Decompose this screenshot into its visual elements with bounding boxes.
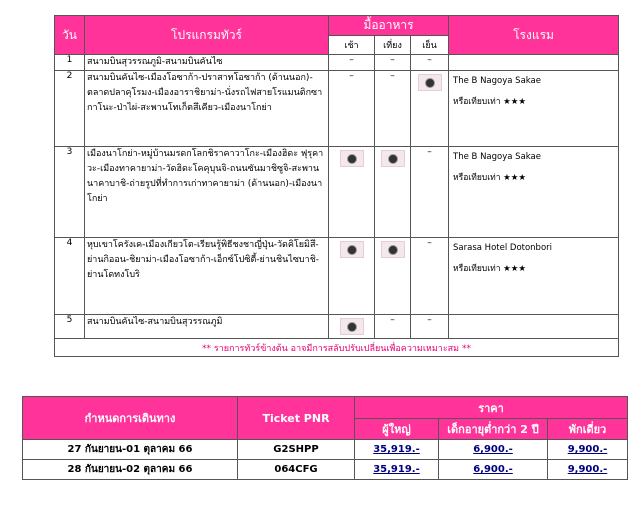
hotel-name: The B Nagoya Sakae xyxy=(453,76,541,86)
meal-dinner xyxy=(411,71,449,147)
meal-breakfast xyxy=(329,147,375,238)
travel-period: 28 กันยายน-02 ตุลาคม 66 xyxy=(23,460,238,480)
meal-plate-icon xyxy=(418,74,442,91)
day-number: 5 xyxy=(55,315,85,339)
day-number: 3 xyxy=(55,147,85,238)
meal-plate-icon xyxy=(340,150,364,167)
hotel-cell xyxy=(449,71,619,147)
meal-breakfast xyxy=(329,238,375,315)
header-price: ราคา xyxy=(355,397,628,419)
itinerary-row xyxy=(55,55,619,71)
hotel-name: Sarasa Hotel Dotonbori xyxy=(453,243,553,253)
header-meals: มื้ออาหาร xyxy=(329,16,449,36)
program-text: สนามบินคันไซ-เมืองโอซาก้า-ปราสาทโอซาก้า (ด้านนอก)-ตลาดปลาคุโรมง-เมืองอาราชิยาม่า-นั่งรถไฟสายโรแมนติกซากาโนะ-ป่าไผ่-สะพานโทเก็ตสึเคียว-เมืองนาโกย่า xyxy=(85,71,329,147)
meal-breakfast: – xyxy=(329,71,375,147)
header-hotel: โรงแรม xyxy=(449,16,619,55)
meal-lunch: – xyxy=(375,55,411,71)
header-child: เด็กอายุต่ำกว่า 2 ปี xyxy=(439,419,548,440)
travel-period: 27 กันยายน-01 ตุลาคม 66 xyxy=(23,440,238,460)
single-price: 9,900.- xyxy=(567,464,608,475)
meal-dinner: – xyxy=(411,55,449,71)
header-dinner: เย็น xyxy=(411,36,449,55)
header-breakfast: เช้า xyxy=(329,36,375,55)
meal-plate-icon xyxy=(340,318,364,335)
hotel-name: The B Nagoya Sakae xyxy=(453,152,541,162)
hotel-cell xyxy=(449,238,619,315)
meal-lunch: – xyxy=(375,315,411,339)
adult-price: 35,919.- xyxy=(373,464,420,475)
itinerary-row xyxy=(55,315,619,339)
header-day: วัน xyxy=(55,16,85,55)
meal-breakfast xyxy=(329,315,375,339)
header-single: พักเดี่ยว xyxy=(548,419,628,440)
ticket-pnr: 064CFG xyxy=(238,460,355,480)
header-lunch: เที่ยง xyxy=(375,36,411,55)
single-price: 9,900.- xyxy=(567,444,608,455)
price-row xyxy=(23,460,628,480)
hotel-class: หรือเทียบเท่า ★★★ xyxy=(453,97,527,107)
meal-plate-icon xyxy=(340,241,364,258)
meal-dinner: – xyxy=(411,147,449,238)
header-program: โปรแกรมทัวร์ xyxy=(85,16,329,55)
header-pnr: Ticket PNR xyxy=(238,397,355,440)
hotel-class: หรือเทียบเท่า ★★★ xyxy=(453,264,527,274)
meal-plate-icon xyxy=(381,150,405,167)
meal-dinner: – xyxy=(411,315,449,339)
meal-breakfast: – xyxy=(329,55,375,71)
meal-plate-icon xyxy=(381,241,405,258)
meal-dinner: – xyxy=(411,238,449,315)
itinerary-table xyxy=(54,15,619,357)
day-number: 2 xyxy=(55,71,85,147)
child-price: 6,900.- xyxy=(473,464,513,475)
program-text: เมืองนาโกย่า-หมู่บ้านมรดกโลกชิราคาวาโกะ-เมืองฮิดะ ฟุรุคาวะ-เมืองทาคายาม่า-วัดฮิดะโคคุบุนจิ-ถนนซันมาชิซูจิ-สะพานนาคาบาชิ-ถ่ายรูปที่ทำการเก่าทาคายาม่า (ด้านนอก)-เมืองนาโกย่า xyxy=(85,147,329,238)
pricing-table xyxy=(22,396,628,480)
meal-lunch xyxy=(375,147,411,238)
program-text: สนามบินคันไซ-สนามบินสุวรรณภูมิ xyxy=(85,315,329,339)
hotel-cell xyxy=(449,147,619,238)
program-text: สนามบินสุวรรณภูมิ-สนามบินคันไซ xyxy=(85,55,329,71)
price-row xyxy=(23,440,628,460)
itinerary-row xyxy=(55,238,619,315)
hotel-cell xyxy=(449,315,619,339)
day-number: 4 xyxy=(55,238,85,315)
itinerary-note: ** รายการทัวร์ข้างต้น อาจมีการสลับปรับเปลี่ยนเพื่อความเหมาะสม ** xyxy=(55,339,619,357)
ticket-pnr: G2SHPP xyxy=(238,440,355,460)
program-text: หุบเขาโครังเค-เมืองเกียวโต-เรียนรู้พิธีชงชาญี่ปุ่น-วัดคิโยมิสึ-ย่านกิออน-ชิยาม่า-เมืองโอซาก้า-เอ็กซ์โปซิตี้-ย่านชินไซบาชิ-ย่านโดทงโบริ xyxy=(85,238,329,315)
adult-price: 35,919.- xyxy=(373,444,420,455)
meal-lunch xyxy=(375,238,411,315)
hotel-cell xyxy=(449,55,619,71)
itinerary-row xyxy=(55,71,619,147)
hotel-class: หรือเทียบเท่า ★★★ xyxy=(453,173,527,183)
child-price: 6,900.- xyxy=(473,444,513,455)
day-number: 1 xyxy=(55,55,85,71)
itinerary-row xyxy=(55,147,619,238)
header-period: กำหนดการเดินทาง xyxy=(23,397,238,440)
header-adult: ผู้ใหญ่ xyxy=(355,419,439,440)
meal-lunch: – xyxy=(375,71,411,147)
